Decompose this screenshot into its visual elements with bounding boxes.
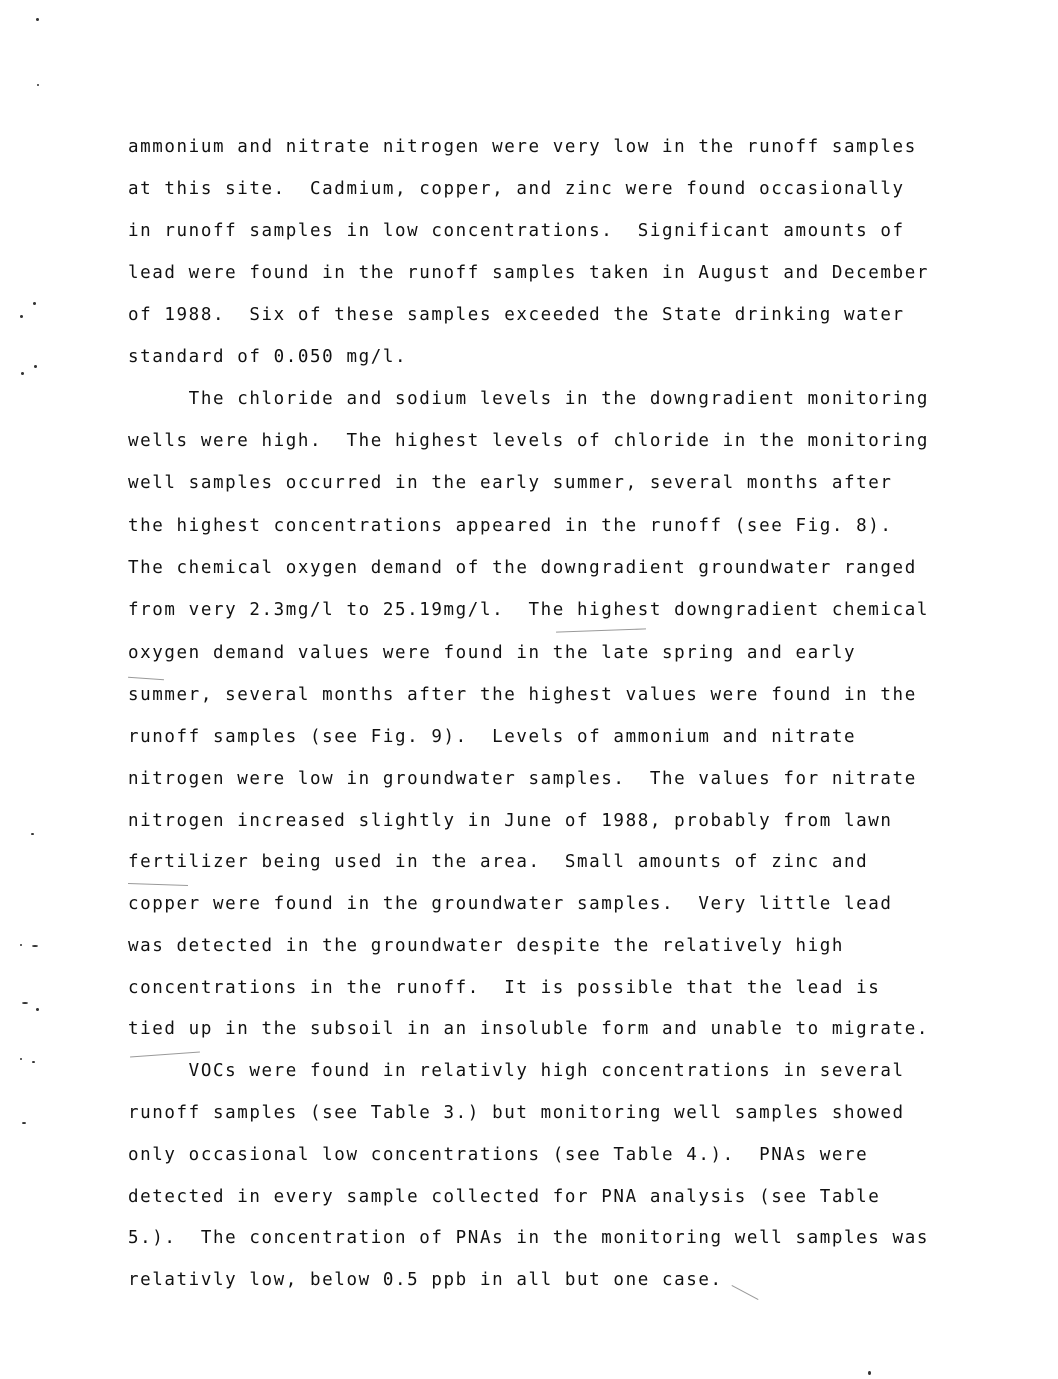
text-line: the highest concentrations appeared in the runoff (see Fig. 8). [128,516,893,536]
text-line: The chemical oxygen demand of the downgradient groundwater ranged [128,558,917,578]
text-line: detected in every sample collected for PNA analysis (see Table [128,1187,881,1207]
scan-speck [21,372,24,375]
text-line: The chloride and sodium levels in the downgradient monitoring [128,389,929,409]
pencil-mark [128,883,188,886]
text-line: VOCs were found in relativly high concentrations in several [128,1061,905,1081]
text-line: relativly low, below 0.5 ppb in all but one case. [128,1270,723,1290]
scan-speck [20,315,23,318]
text-line: nitrogen increased slightly in June of 1988, probably from lawn [128,811,893,831]
pencil-mark [732,1285,759,1300]
text-line: ammonium and nitrate nitrogen were very low in the runoff samples [128,137,917,157]
text-line: only occasional low concentrations (see Table 4.). PNAs were [128,1145,869,1165]
pencil-mark [130,1052,200,1058]
scan-speck [20,944,22,946]
scan-speck [32,1061,35,1063]
scan-speck [34,365,37,368]
scan-speck [868,1371,871,1375]
scan-speck [37,84,39,86]
text-line: oxygen demand values were found in the late spring and early [128,643,857,663]
text-line: runoff samples (see Fig. 9). Levels of ammonium and nitrate [128,727,857,747]
text-line: wells were high. The highest levels of chloride in the monitoring [128,431,929,451]
text-line: fertilizer being used in the area. Small amounts of zinc and [128,852,869,872]
text-line: runoff samples (see Table 3.) but monitoring well samples showed [128,1103,905,1123]
text-line: from very 2.3mg/l to 25.19mg/l. The highest downgradient chemical [128,600,929,620]
text-line: nitrogen were low in groundwater samples. The values for nitrate [128,769,917,789]
text-line: 5.). The concentration of PNAs in the monitoring well samples was [128,1228,929,1248]
scan-speck [22,1122,26,1124]
scan-speck [36,18,39,21]
pencil-mark [556,628,646,632]
text-line: of 1988. Six of these samples exceeded the State drinking water [128,305,905,325]
text-line: lead were found in the runoff samples taken in August and December [128,263,929,283]
text-line: standard of 0.050 mg/l. [128,347,408,367]
scan-speck [20,1058,22,1060]
scan-speck [36,1008,39,1011]
text-line: summer, several months after the highest values were found in the [128,685,917,705]
scan-speck [33,302,36,305]
text-line: tied up in the subsoil in an insoluble form and unable to migrate. [128,1019,929,1039]
text-line: concentrations in the runoff. It is possible that the lead is [128,978,881,998]
scan-speck [31,833,34,835]
text-line: in runoff samples in low concentrations. Significant amounts of [128,221,905,241]
pencil-mark [128,677,164,681]
text-line: copper were found in the groundwater samples. Very little lead [128,894,893,914]
text-line: well samples occurred in the early summer, several months after [128,473,893,493]
text-line: was detected in the groundwater despite the relatively high [128,936,845,956]
text-line: at this site. Cadmium, copper, and zinc were found occasionally [128,179,905,199]
scan-speck [22,1002,28,1004]
scan-speck [32,945,38,947]
